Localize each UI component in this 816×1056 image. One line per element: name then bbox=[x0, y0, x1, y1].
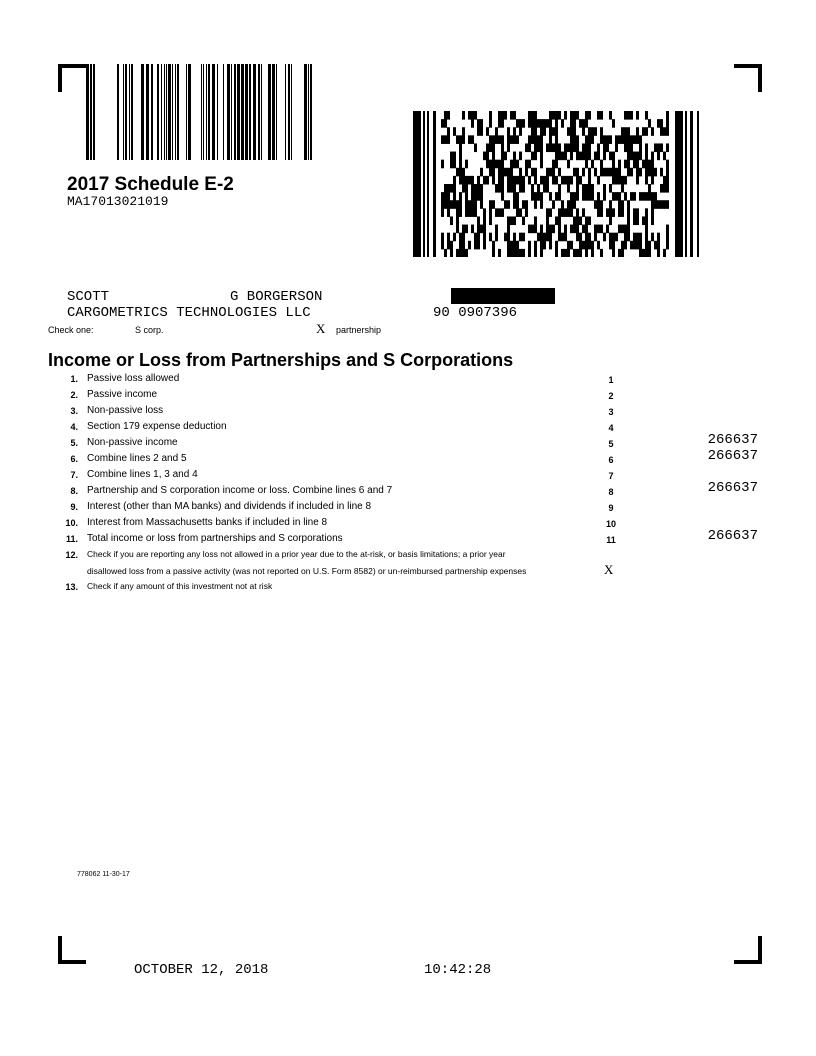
line-number: 1. bbox=[70, 374, 78, 384]
line-description: Combine lines 1, 3 and 4 bbox=[87, 469, 198, 480]
line-number: 6. bbox=[70, 454, 78, 464]
line-ref-number: 6 bbox=[608, 455, 614, 465]
line-ref-number: 2 bbox=[608, 391, 614, 401]
line-number: 11. bbox=[65, 534, 78, 544]
line-ref-number: 10 bbox=[605, 519, 616, 529]
redaction-box bbox=[451, 288, 555, 304]
line-description: Non-passive loss bbox=[87, 405, 164, 416]
line-ref-number: 1 bbox=[608, 375, 614, 385]
line-number: 9. bbox=[70, 502, 78, 512]
entity-name: CARGOMETRICS TECHNOLOGIES LLC bbox=[67, 305, 311, 321]
2d-barcode bbox=[413, 111, 701, 257]
line-description: Passive loss allowed bbox=[87, 373, 180, 384]
line-ref-number: 8 bbox=[608, 487, 614, 497]
line-number: 10. bbox=[65, 518, 78, 528]
line-description: Total income or loss from partnerships and S corporations bbox=[87, 533, 343, 544]
line-number: 13. bbox=[65, 582, 78, 592]
line-amount: 266637 bbox=[707, 448, 758, 464]
line-number: 12. bbox=[65, 550, 78, 560]
form-code: MA17013021019 bbox=[67, 194, 169, 209]
check-one-label: Check one: bbox=[48, 325, 94, 335]
line-number: 8. bbox=[70, 486, 78, 496]
form-footer-code: 778062 11-30-17 bbox=[77, 871, 130, 878]
print-time: 10:42:28 bbox=[424, 962, 492, 978]
line-number: 3. bbox=[70, 406, 78, 416]
line-12-check-mark: X bbox=[604, 562, 614, 577]
line-number: 7. bbox=[70, 470, 78, 480]
line-amount: 266637 bbox=[707, 432, 758, 448]
line-ref-number: 9 bbox=[608, 503, 614, 513]
line-description: Check if you are reporting any loss not allowed in a prior year due to the at-risk, or basis limitations; a prior year bbox=[87, 549, 506, 559]
taxpayer-last-name: G BORGERSON bbox=[230, 289, 323, 305]
registration-mark-top-right bbox=[734, 64, 762, 92]
taxpayer-first-name: SCOTT bbox=[67, 289, 110, 305]
line-ref-number: 7 bbox=[608, 471, 614, 481]
barcode bbox=[86, 64, 318, 160]
registration-mark-bottom-right bbox=[734, 936, 762, 964]
section-heading: Income or Loss from Partnerships and S Corporations bbox=[48, 350, 514, 370]
registration-mark-bottom-left bbox=[58, 936, 86, 964]
line-ref-number: 11 bbox=[606, 535, 616, 545]
line-description: Interest (other than MA banks) and dividends if included in line 8 bbox=[87, 501, 372, 512]
line-description: Check if any amount of this investment not at risk bbox=[87, 581, 273, 591]
line-amount: 266637 bbox=[707, 528, 758, 544]
line-description: Partnership and S corporation income or loss. Combine lines 6 and 7 bbox=[87, 485, 393, 496]
line-description: Interest from Massachusetts banks if included in line 8 bbox=[87, 517, 328, 528]
entity-ein: 90 0907396 bbox=[433, 305, 518, 321]
line-description: Non-passive income bbox=[87, 437, 178, 448]
form-title: 2017 Schedule E-2 bbox=[67, 174, 234, 195]
line-number: 2. bbox=[70, 390, 78, 400]
line-ref-number: 4 bbox=[608, 423, 614, 433]
line-description: Section 179 expense deduction bbox=[87, 421, 227, 432]
line-ref-number: 3 bbox=[608, 407, 614, 417]
line-number: 5. bbox=[70, 438, 78, 448]
line-number: 4. bbox=[70, 422, 78, 432]
line-description-continued: disallowed loss from a passive activity (was not reported on U.S. Form 8582) or un-reimbursed partnership expenses bbox=[87, 566, 527, 576]
scorp-option-label: S corp. bbox=[135, 325, 164, 335]
partnership-check-mark: X bbox=[316, 321, 326, 336]
partnership-option-label: partnership bbox=[336, 325, 382, 335]
line-description: Passive income bbox=[87, 389, 158, 400]
line-amount: 266637 bbox=[707, 480, 758, 496]
print-date: OCTOBER 12, 2018 bbox=[134, 962, 269, 978]
line-ref-number: 5 bbox=[608, 439, 614, 449]
registration-mark-top-left bbox=[58, 64, 86, 92]
line-description: Combine lines 2 and 5 bbox=[87, 453, 187, 464]
